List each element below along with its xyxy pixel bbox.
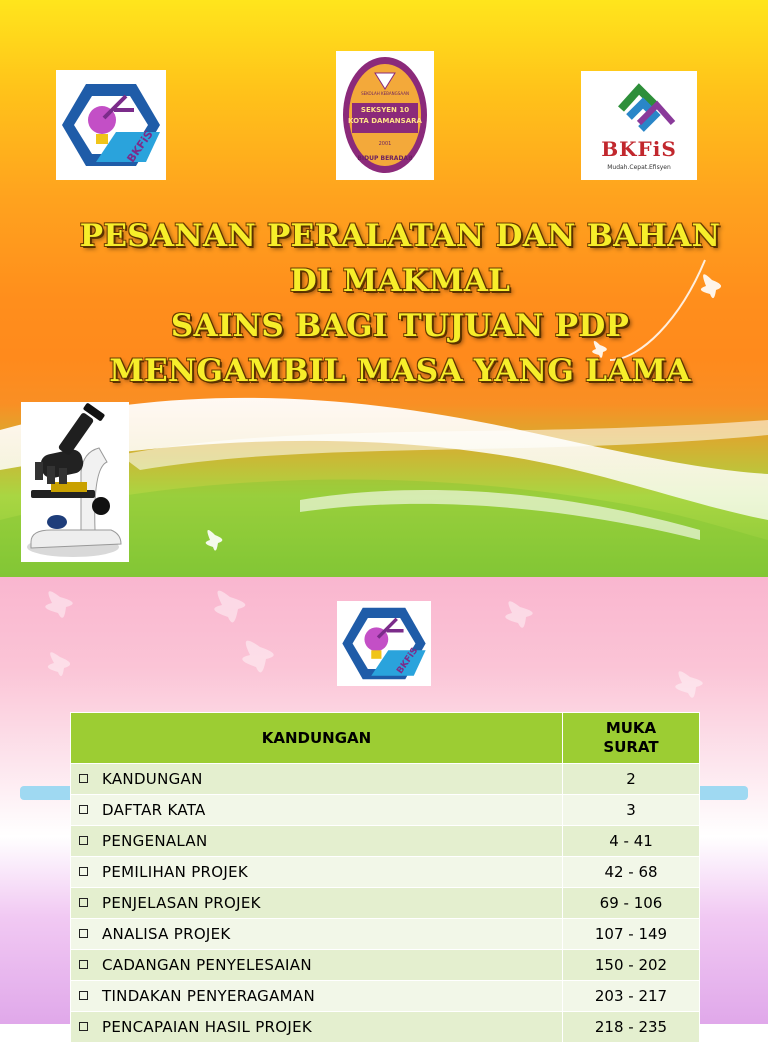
title-line-2: DI MAKMAL <box>289 263 511 299</box>
row-label: PENCAPAIAN HASIL PROJEK <box>102 1018 313 1036</box>
row-page: 3 <box>563 795 700 826</box>
table-row <box>71 981 700 1012</box>
row-page: 218 - 235 <box>563 1012 700 1043</box>
bkfis-logo-center <box>337 601 431 686</box>
crest-motto: BIDUP BERADAB <box>357 155 413 162</box>
row-page: 203 - 217 <box>563 981 700 1012</box>
row-label: KANDUNGAN <box>102 770 203 788</box>
row-page: 150 - 202 <box>563 950 700 981</box>
table-row <box>71 857 700 888</box>
table-row <box>71 795 700 826</box>
header-page-line2: SURAT <box>603 738 659 756</box>
row-label: PENJELASAN PROJEK <box>102 894 261 912</box>
table-row <box>71 764 700 795</box>
slide-contents <box>0 577 768 1036</box>
header-kandungan: KANDUNGAN <box>71 713 563 764</box>
crest-top-text: SEKOLAH KEBANGSAAN <box>361 91 409 96</box>
logo-right-tagline: Mudah.Cepat.Efisyen <box>607 164 671 171</box>
crest-year: 2001 <box>378 141 392 147</box>
row-page: 42 - 68 <box>563 857 700 888</box>
table-of-contents <box>70 712 700 1043</box>
header-page-line1: MUKA <box>605 719 657 737</box>
row-label: TINDAKAN PENYERAGAMAN <box>102 987 315 1005</box>
checkbox-bullet-icon <box>79 929 88 938</box>
title-line-4: MENGAMBIL MASA YANG LAMA <box>109 353 691 389</box>
bkfis-logo-right <box>581 71 697 180</box>
row-page: 4 - 41 <box>563 826 700 857</box>
row-label: DAFTAR KATA <box>102 801 206 819</box>
crest-line2: KOTA DAMANSARA <box>348 117 422 125</box>
checkbox-bullet-icon <box>79 774 88 783</box>
row-label: ANALISA PROJEK <box>102 925 231 943</box>
row-page: 69 - 106 <box>563 888 700 919</box>
microscope-image <box>21 402 129 562</box>
table-header-row <box>71 713 700 764</box>
table-row <box>71 950 700 981</box>
school-crest-logo <box>336 51 434 180</box>
row-label: PENGENALAN <box>102 832 208 850</box>
slide-title <box>40 214 760 394</box>
row-label: PEMILIHAN PROJEK <box>102 863 249 881</box>
checkbox-bullet-icon <box>79 867 88 876</box>
microscope-icon <box>21 402 129 562</box>
crest-line1: SEKSYEN 10 <box>360 106 410 114</box>
logo2-text: BKFiS <box>395 646 421 676</box>
bkfis-logo-left <box>56 70 166 180</box>
table-row <box>71 1012 700 1043</box>
checkbox-bullet-icon <box>79 991 88 1000</box>
checkbox-bullet-icon <box>79 898 88 907</box>
checkbox-bullet-icon <box>79 805 88 814</box>
bkfis-hexagon-icon <box>337 601 431 686</box>
title-line-3: SAINS BAGI TUJUAN PDP <box>170 308 630 344</box>
checkbox-bullet-icon <box>79 1022 88 1031</box>
row-page: 107 - 149 <box>563 919 700 950</box>
row-page: 2 <box>563 764 700 795</box>
table-row <box>71 826 700 857</box>
logo-left-text: BKFiS <box>124 127 156 166</box>
row-label: CADANGAN PENYELESAIAN <box>102 956 312 974</box>
logo-right-brand: BKFiS <box>601 137 677 161</box>
bkfis-chain-icon <box>581 71 697 141</box>
header-muka-surat <box>563 713 700 764</box>
checkbox-bullet-icon <box>79 836 88 845</box>
table-row <box>71 888 700 919</box>
checkbox-bullet-icon <box>79 960 88 969</box>
bkfis-hexagon-icon <box>56 70 166 180</box>
table-row <box>71 919 700 950</box>
title-line-1: PESANAN PERALATAN DAN BAHAN <box>79 218 721 254</box>
